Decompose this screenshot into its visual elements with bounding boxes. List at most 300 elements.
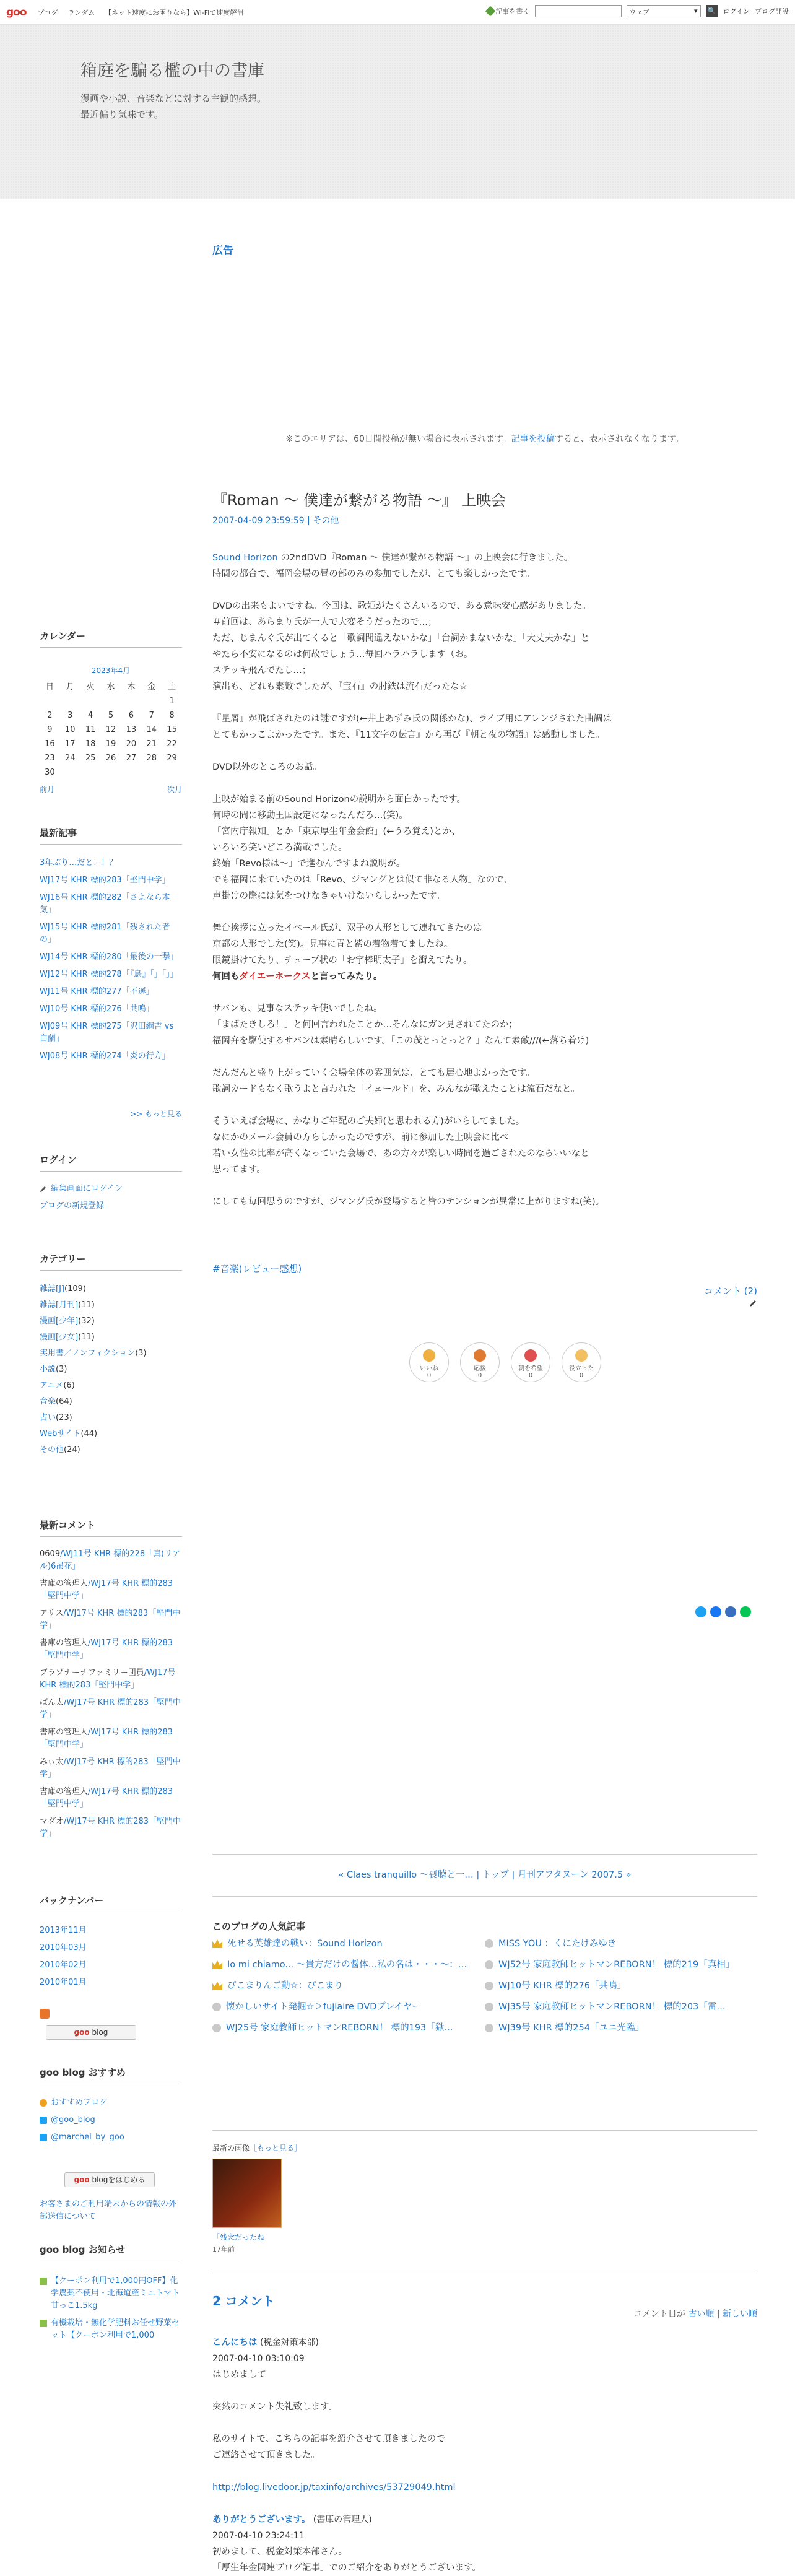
- reaction-helpful[interactable]: [562, 1342, 601, 1382]
- goo-logo[interactable]: goo: [6, 6, 27, 19]
- twitter-icon[interactable]: [695, 1606, 706, 1617]
- calendar-day[interactable]: 12: [105, 725, 116, 734]
- recent-comment-item: [40, 1608, 182, 1632]
- recent-comment-item: [40, 1726, 182, 1751]
- category-link[interactable]: 音楽: [40, 1397, 56, 1406]
- news-item[interactable]: [40, 2275, 182, 2312]
- category-link[interactable]: アニメ: [40, 1381, 64, 1390]
- new-blog-link[interactable]: ブログの新規登録: [40, 1201, 105, 1211]
- rss-icon[interactable]: [40, 2009, 50, 2019]
- calendar-day[interactable]: 16: [45, 739, 55, 749]
- recent-comment-item: [40, 1816, 182, 1840]
- twitter-icon: [40, 2117, 47, 2124]
- recent-comment-item: [40, 1697, 182, 1721]
- post-line: [212, 1065, 757, 1081]
- comment-url-link[interactable]: http://blog.livedoor.jp/taxinfo/archives/53729049.html: [212, 2482, 456, 2492]
- post-text: なにかのメール会員の方らしかったのですが、前に参加した上映会に比べ: [212, 1133, 509, 1142]
- popular-item[interactable]: [485, 2021, 757, 2039]
- popular-item[interactable]: [212, 2021, 485, 2039]
- write-post-link[interactable]: [487, 6, 530, 16]
- popular-item-label: WJ35号 家庭教師ヒットマンREBORN！ 標的203「雷…: [498, 2002, 726, 2012]
- thumbnail-caption[interactable]: 「残念だったね: [212, 2233, 265, 2242]
- comment-text: [212, 2383, 757, 2399]
- comment-text: [212, 2415, 757, 2431]
- external-transmission-link[interactable]: お客さまのご利用端末からの情報の外部送信について: [40, 2200, 177, 2221]
- category-count: (11): [78, 1333, 95, 1342]
- post-line: [212, 727, 757, 743]
- recent-comment-item: [40, 1548, 182, 1573]
- separator: /: [144, 1668, 147, 1677]
- reaction-hope[interactable]: [511, 1342, 550, 1382]
- category-count: (109): [64, 1284, 86, 1294]
- post-text: とてもかっこよかったです。また、『11文字の伝言』から再び『朝と夜の物語』は感動しました。: [212, 730, 605, 740]
- recent-post-link[interactable]: WJ17号 KHR 標的283「堅門中学」: [40, 876, 170, 885]
- news-list: [40, 2275, 182, 2368]
- popular-item[interactable]: [485, 1979, 757, 1996]
- post-paragraph: [212, 711, 757, 743]
- backnumber-link[interactable]: 2010年03月: [40, 1943, 87, 1952]
- commented-post-link[interactable]: WJ17号 KHR 標的283「堅門中学」: [40, 1638, 173, 1660]
- blog-header: [0, 25, 795, 199]
- post-text: 時間の都合で、福岡会場の昼の部のみの参加でしたが、とても楽しかったです。: [212, 569, 535, 579]
- recent-post-link[interactable]: WJ08号 KHR 標的274「炎の行方」: [40, 1051, 170, 1061]
- like-icon: [423, 1349, 435, 1362]
- comment-author-name: 書庫の管理人: [40, 1638, 89, 1648]
- calendar-weekday: 金: [147, 682, 156, 692]
- twitter-icon: [40, 2134, 47, 2141]
- post-text: 歌詞カードもなく歌うよと言われた「イェールド」を、みんなが歌えたことは流石だなと。: [212, 1084, 580, 1094]
- recent-post-link[interactable]: WJ12号 KHR 標的278「『鳥』「」「」」: [40, 970, 178, 979]
- comment-poster: (書庫の管理人): [310, 2515, 372, 2525]
- post-tag[interactable]: #音楽(レビュー感想): [212, 1263, 302, 1274]
- calendar-day[interactable]: 19: [105, 739, 116, 749]
- recommend-blog-link[interactable]: [40, 2097, 182, 2109]
- recent-comment-item: [40, 1578, 182, 1603]
- calendar-prev-month[interactable]: 前月: [40, 785, 55, 794]
- backnumber-list: [40, 1925, 182, 1985]
- category-count: (11): [78, 1300, 95, 1310]
- start-blog-button[interactable]: [64, 2172, 155, 2187]
- reaction-label: いいね: [420, 1365, 438, 1372]
- post-title[interactable]: 『Roman 〜 僕達が繋がる物語 〜』 上映会: [212, 492, 506, 509]
- separator: /: [88, 1787, 91, 1796]
- post-line: [212, 759, 757, 775]
- recent-comment-item: [40, 1756, 182, 1781]
- ad-notice: [212, 432, 757, 445]
- comment-author-name: 書庫の管理人: [40, 1728, 89, 1737]
- post-paragraph: [212, 1065, 757, 1097]
- bullet-icon: [485, 1960, 493, 1969]
- nav-ad-link[interactable]: 【ネット速度にお困りなら】Wi-Fiで速度解消: [105, 8, 244, 17]
- popular-item[interactable]: [212, 2000, 485, 2017]
- comment-item: [212, 2334, 757, 2496]
- login-link[interactable]: ログイン: [723, 7, 750, 15]
- calendar-day: [141, 697, 162, 706]
- calendar-day[interactable]: 26: [105, 754, 116, 763]
- post-line: [212, 856, 757, 872]
- popular-item[interactable]: [485, 1958, 757, 1975]
- post-line: [212, 1033, 757, 1049]
- reaction-cheer[interactable]: [460, 1342, 500, 1382]
- pencil-icon: [485, 6, 495, 17]
- recommend-list: [40, 2097, 182, 2149]
- calendar-day[interactable]: 25: [85, 754, 96, 763]
- comment-date: 2007-04-10 03:10:09: [212, 2354, 305, 2364]
- category-item: [40, 1412, 182, 1424]
- popular-heading: このブログの人気記事: [212, 1921, 306, 1932]
- post-text: でも福岡に来ていたのは「Revo、ジマングとは似て非なる人物」なので、: [212, 875, 513, 885]
- category-item: [40, 1299, 182, 1312]
- calendar-weekday: 土: [168, 682, 176, 692]
- post-line: [212, 1194, 757, 1210]
- popular-item[interactable]: [212, 1958, 485, 1975]
- calendar-next-month[interactable]: 次月: [167, 785, 182, 794]
- commented-post-link[interactable]: WJ17号 KHR 標的283「堅門中学」: [40, 1817, 181, 1838]
- calendar-day: [101, 697, 121, 706]
- calendar-day[interactable]: 5: [108, 711, 114, 720]
- recent-post-link[interactable]: WJ10号 KHR 標的276「共鳴」: [40, 1004, 154, 1014]
- comment-author[interactable]: ありがとうございます。: [212, 2515, 311, 2525]
- post-text: そういえば会場に、かなりご年配のご夫婦(と思われる方)がいらしてました。: [212, 1116, 525, 1126]
- calendar-day[interactable]: 17: [65, 739, 76, 749]
- calendar-day[interactable]: 22: [167, 739, 177, 749]
- sort-label: コメント日が: [633, 2309, 685, 2319]
- post-line: [212, 550, 757, 566]
- comments-heading: 2 コメント: [212, 2294, 275, 2308]
- separator: /: [64, 1698, 67, 1707]
- category-link[interactable]: 小説: [40, 1365, 56, 1374]
- calendar-day[interactable]: 6: [128, 711, 134, 720]
- calendar-heading: カレンダー: [40, 629, 182, 648]
- popular-item[interactable]: [485, 1937, 757, 1954]
- recent-post-link[interactable]: WJ14号 KHR 標的280「最後の一撃」: [40, 952, 178, 962]
- nav-random[interactable]: ランダム: [67, 8, 95, 17]
- commented-post-link[interactable]: WJ17号 KHR 標的283「堅門中学」: [40, 1728, 173, 1749]
- prev-post-link[interactable]: « Claes tranquillo 〜喪聴と一…: [338, 1870, 474, 1880]
- recent-more-link[interactable]: >> もっと見る: [130, 1110, 182, 1118]
- separator: /: [88, 1579, 91, 1588]
- post-line: [212, 824, 757, 840]
- post-text: ただ、じまんぐ氏が出てくると「歌詞間違えないかな」「台詞かまないかな」「大丈夫かな」と: [212, 633, 589, 643]
- popular-item[interactable]: [212, 1979, 485, 1996]
- category-link[interactable]: 雑誌[月刊]: [40, 1300, 79, 1310]
- category-link[interactable]: 漫画[少年]: [40, 1316, 79, 1326]
- post-paragraph: [212, 598, 757, 695]
- news-heading: goo blog お知らせ: [40, 2243, 182, 2261]
- popular-list: [212, 1937, 757, 2039]
- category-link[interactable]: 占い: [40, 1413, 56, 1422]
- write-post-label: 記事を書く: [495, 7, 530, 15]
- search-input[interactable]: [535, 5, 622, 17]
- post-pager: « Claes tranquillo 〜喪聴と一… | トップ | 月刊アフタヌーン 2007.5 »: [338, 1870, 632, 1880]
- facebook-icon[interactable]: [710, 1606, 721, 1617]
- post-line: [212, 614, 757, 630]
- post-paragraph: [212, 550, 757, 582]
- calendar-day[interactable]: 11: [85, 725, 96, 734]
- comment-text: 突然のコメント失礼致します。: [212, 2402, 337, 2412]
- recent-post-link[interactable]: WJ11号 KHR 標的277「不遜」: [40, 987, 154, 996]
- post-line: [212, 920, 757, 936]
- commented-post-link[interactable]: WJ17号 KHR 標的283「堅門中学」: [40, 1787, 173, 1809]
- ad-notice-text: すると、表示されなくなります。: [554, 434, 684, 444]
- category-item: [40, 1347, 182, 1360]
- comment-text: [212, 2463, 757, 2479]
- recent-post-link[interactable]: WJ15号 KHR 標的281「残された者の」: [40, 923, 170, 944]
- post-text: 若い女性の比率が高くなっていた会場で、あの方々が楽しい時間を過ごされたのならいいなと: [212, 1149, 589, 1159]
- recent-images-heading: [212, 2143, 302, 2153]
- recent-post-link[interactable]: WJ09号 KHR 標的275「沢田綱吉 vs 白蘭」: [40, 1022, 174, 1043]
- popular-item-label: 懐かしいサイト発掘☆＞fujiaire DVDプレイヤー: [226, 2002, 421, 2012]
- calendar-month: 2023年4月: [91, 666, 131, 675]
- goo-blog-button[interactable]: [46, 2025, 136, 2040]
- edit-pencil-icon[interactable]: [749, 1299, 757, 1308]
- search-button[interactable]: 🔍: [706, 5, 718, 17]
- comment-text: ご連絡させて頂きました。: [212, 2450, 320, 2460]
- post-paragraph: [212, 759, 757, 775]
- coupon-icon: [40, 2320, 47, 2327]
- backnumber-link[interactable]: 2010年01月: [40, 1978, 87, 1987]
- calendar-day[interactable]: 29: [167, 754, 177, 763]
- news-item[interactable]: [40, 2317, 182, 2342]
- search-scope-select[interactable]: ウェブ ▾: [627, 5, 701, 17]
- post-text: 終始「Revo様は〜」で進むんですよね説明が。: [212, 859, 406, 869]
- twitter-marchel-link[interactable]: [40, 2131, 182, 2144]
- post-line: [212, 663, 757, 679]
- login-links: [40, 1183, 182, 1217]
- calendar-day[interactable]: 2: [47, 711, 53, 720]
- post-line: [212, 1081, 757, 1097]
- post-date[interactable]: 2007-04-09 23:59:59: [212, 516, 305, 526]
- post-paragraph: [212, 1001, 757, 1049]
- calendar-day[interactable]: 28: [146, 754, 157, 763]
- calendar-weekday: 日: [45, 682, 54, 692]
- recommend-label: @goo_blog: [51, 2115, 95, 2125]
- blog-desc-line: 漫画や小説、音楽などに対する主観的感想。: [80, 93, 267, 104]
- separator: /: [63, 1609, 66, 1618]
- calendar-day[interactable]: 24: [65, 754, 76, 763]
- top-link[interactable]: トップ: [482, 1870, 509, 1880]
- post-line: [212, 1113, 757, 1129]
- comment-text: 私のサイトで、こちらの記事を紹介させて頂きましたので: [212, 2434, 445, 2444]
- calendar-day: [162, 768, 182, 777]
- post-emphasis: [212, 972, 382, 981]
- category-link[interactable]: 実用書／ノンフィクション: [40, 1349, 136, 1358]
- goo-mark: goo: [74, 2175, 90, 2184]
- comment-text: 初めまして、税金対策本部さん。: [212, 2547, 348, 2557]
- category-list: [40, 1283, 182, 1460]
- comment-poster: (税金対策本部): [257, 2338, 319, 2348]
- calendar-day[interactable]: 8: [169, 711, 175, 720]
- news-label: 【クーポン利用で1,000円OFF】化学農薬不使用・北海道産ミニトマト 甘っこ1.5kg: [51, 2276, 180, 2310]
- calendar-weekday: 水: [106, 682, 115, 692]
- recommend-heading: goo blog おすすめ: [40, 2066, 182, 2084]
- post-line: [212, 791, 757, 807]
- post-paragraph: [212, 1113, 757, 1178]
- comment-text: 「厚生年金関連ブログ記事」でのご紹介をありがとうございます。: [212, 2563, 481, 2573]
- comment-count-link[interactable]: コメント (2): [703, 1286, 757, 1297]
- divider: [212, 2130, 757, 2131]
- post-line: [212, 598, 757, 614]
- recent-comments-list: [40, 1548, 182, 1845]
- comment-author-name: 書庫の管理人: [40, 1579, 89, 1588]
- post-text: 「まばたきしろ！」と何回言われたことか…そんなにガン見されてたのか；: [212, 1020, 518, 1030]
- line-icon[interactable]: [740, 1606, 751, 1617]
- recommend-label: おすすめブログ: [51, 2098, 108, 2107]
- popular-item[interactable]: [485, 2000, 757, 2017]
- recent-images-more[interactable]: ［もっと見る］: [250, 2144, 302, 2152]
- popular-item-label: WJ52号 家庭教師ヒットマンREBORN！ 標的219「真相」: [498, 1960, 735, 1970]
- backnumber-link[interactable]: 2010年02月: [40, 1960, 87, 1970]
- category-item: [40, 1380, 182, 1392]
- commented-post-link[interactable]: WJ17号 KHR 標的283「堅門中学」: [40, 1609, 181, 1630]
- comment-author-name: マダオ: [40, 1817, 64, 1826]
- commented-post-link[interactable]: WJ17号 KHR 標的283「堅門中学」: [40, 1668, 176, 1690]
- ad-heading: 広告: [212, 245, 233, 257]
- commented-post-link[interactable]: WJ17号 KHR 標的283「堅門中学」: [40, 1698, 181, 1720]
- sort-oldest[interactable]: 古い順: [688, 2309, 715, 2319]
- recent-image-thumbnail[interactable]: [212, 2159, 282, 2228]
- post-line: [212, 1001, 757, 1017]
- crown-icon: [212, 1982, 222, 1990]
- category-heading: カテゴリー: [40, 1252, 182, 1271]
- comment-author-name: アリス: [40, 1609, 64, 1618]
- calendar-day[interactable]: 1: [169, 697, 175, 706]
- comment-sort: コメント日が 古い順 | 新しい順: [633, 2309, 757, 2319]
- post-text: 何時の間に移動王国設定になったんだろ…(笑)。: [212, 811, 408, 820]
- thumbnail-age: 17年前: [212, 2245, 235, 2253]
- calendar-day: [121, 768, 141, 777]
- calendar-day[interactable]: 3: [67, 711, 73, 720]
- post-text: ＃前回は、あらまり氏が一人で大変そうだったので…；: [212, 617, 437, 627]
- category-count: (3): [135, 1349, 147, 1358]
- bullet-icon: [485, 2003, 493, 2011]
- calendar-weekday: 火: [86, 682, 95, 692]
- sound-horizon-link[interactable]: Sound Horizon: [212, 553, 278, 563]
- calendar-day[interactable]: 15: [167, 725, 177, 734]
- post-line: [212, 679, 757, 695]
- blog-title[interactable]: 箱庭を騙る檻の中の書庫: [80, 61, 264, 80]
- category-item: [40, 1428, 182, 1440]
- post-category[interactable]: その他: [313, 516, 339, 526]
- calendar-day[interactable]: 23: [45, 754, 55, 763]
- calendar-day: [80, 697, 101, 706]
- category-link[interactable]: 漫画[少女]: [40, 1333, 79, 1342]
- calendar-day[interactable]: 14: [146, 725, 157, 734]
- divider: [212, 1896, 757, 1897]
- calendar-day[interactable]: 10: [65, 725, 76, 734]
- post-text: と言ってみたり。: [310, 972, 383, 981]
- nav-blog[interactable]: ブログ: [37, 8, 58, 17]
- post-text: だんだんと盛り上がっていく会場全体の雰囲気は、とても居心地よかったです。: [212, 1068, 535, 1078]
- calendar-weekday: 月: [66, 682, 74, 692]
- calendar-day[interactable]: 7: [149, 711, 154, 720]
- reaction-like[interactable]: [409, 1342, 449, 1382]
- popular-item-label: Io mi chiamo... 〜貴方だけの醤体…私の名は・・・〜：…: [227, 1960, 467, 1970]
- calendar-day: [141, 768, 162, 777]
- category-item: [40, 1364, 182, 1376]
- post-line: [212, 1017, 757, 1033]
- category-link[interactable]: Webサイト: [40, 1429, 81, 1438]
- calendar-day[interactable]: 21: [146, 739, 157, 749]
- bullet-icon: [485, 2024, 493, 2032]
- calendar-day[interactable]: 4: [87, 711, 93, 720]
- crown-icon: [212, 1939, 222, 1948]
- category-link[interactable]: その他: [40, 1445, 64, 1455]
- goo-blog-button-label: blog: [92, 2028, 108, 2037]
- reaction-label: 応援: [474, 1365, 486, 1372]
- comment-author[interactable]: こんにちは: [212, 2338, 258, 2348]
- calendar-day[interactable]: 20: [126, 739, 137, 749]
- commented-post-link[interactable]: WJ11号 KHR 標的228「真(リアル)6吊花」: [40, 1549, 181, 1571]
- recent-post-link[interactable]: 3年ぶり…だと！！？: [40, 858, 118, 868]
- category-count: (6): [63, 1381, 75, 1390]
- reaction-label: 朝を希望: [518, 1365, 543, 1372]
- commented-post-link[interactable]: WJ17号 KHR 標的283「堅門中学」: [40, 1757, 181, 1779]
- bullet-icon: [212, 2003, 221, 2011]
- post-body: [212, 550, 757, 1226]
- blog-description: [80, 90, 266, 123]
- next-post-link[interactable]: 月刊アフタヌーン 2007.5 »: [518, 1870, 632, 1880]
- separator: /: [60, 1549, 63, 1559]
- calendar-day[interactable]: 18: [85, 739, 96, 749]
- global-nav: [38, 7, 244, 17]
- calendar-day[interactable]: 13: [126, 725, 137, 734]
- category-item: [40, 1283, 182, 1295]
- category-item: [40, 1396, 182, 1408]
- open-blog-link[interactable]: ブログ開設: [755, 7, 789, 15]
- popular-item[interactable]: [212, 1937, 485, 1954]
- comment-text: はじめまして: [212, 2370, 266, 2380]
- calendar-day: [80, 768, 101, 777]
- recent-comment-item: [40, 1637, 182, 1662]
- commented-post-link[interactable]: WJ17号 KHR 標的283「堅門中学」: [40, 1579, 173, 1601]
- calendar-day[interactable]: 9: [47, 725, 53, 734]
- editor-login-link[interactable]: [40, 1183, 182, 1195]
- reaction-label: 役立った: [569, 1365, 594, 1372]
- calendar-day[interactable]: 30: [45, 768, 55, 777]
- bullet-icon: [212, 2024, 221, 2032]
- post-text: 思ってます。: [212, 1165, 266, 1175]
- calendar-day[interactable]: 27: [126, 754, 137, 763]
- separator: /: [88, 1728, 91, 1737]
- post-line: [212, 1129, 757, 1146]
- star-icon: [40, 2099, 47, 2107]
- post-article-link[interactable]: 記事を投稿: [511, 434, 555, 444]
- category-item: [40, 1444, 182, 1456]
- goo-mark: goo: [74, 2028, 90, 2037]
- post-text: 福岡弁を駆使するサバンは素晴らしいです。「この茂とっとっと？」なんて素敵///(←落ち着け): [212, 1036, 589, 1046]
- comment-date: 2007-04-10 23:24:11: [212, 2531, 305, 2541]
- category-link[interactable]: 雑誌[J]: [40, 1284, 64, 1294]
- separator: /: [64, 1817, 67, 1826]
- recent-post-link[interactable]: WJ16号 KHR 標的282「さよなら本気」: [40, 893, 170, 915]
- login-heading: ログイン: [40, 1153, 182, 1172]
- post-text: 何回も: [212, 972, 240, 981]
- post-text: にしても毎回思うのですが、ジマング氏が登場すると皆のテンションが異常に上がりますね(笑)。: [212, 1197, 605, 1207]
- calendar-day: [40, 697, 60, 706]
- comment-author-name: 書庫の管理人: [40, 1787, 89, 1796]
- crown-icon: [212, 1960, 222, 1969]
- twitter-goo-blog-link[interactable]: [40, 2114, 182, 2126]
- post-text: サバンも、見事なステッキ使いでしたね。: [212, 1004, 383, 1014]
- post-text: やたら不安になるのは何故でしょう…毎回ハラハラします（お。: [212, 650, 473, 659]
- post-paragraph: [212, 1194, 757, 1210]
- sort-newest[interactable]: 新しい順: [723, 2309, 757, 2319]
- recent-posts-list: [40, 857, 182, 1068]
- backnumber-link[interactable]: 2013年11月: [40, 1926, 87, 1935]
- hatena-icon[interactable]: [725, 1606, 736, 1617]
- calendar-day: [60, 697, 80, 706]
